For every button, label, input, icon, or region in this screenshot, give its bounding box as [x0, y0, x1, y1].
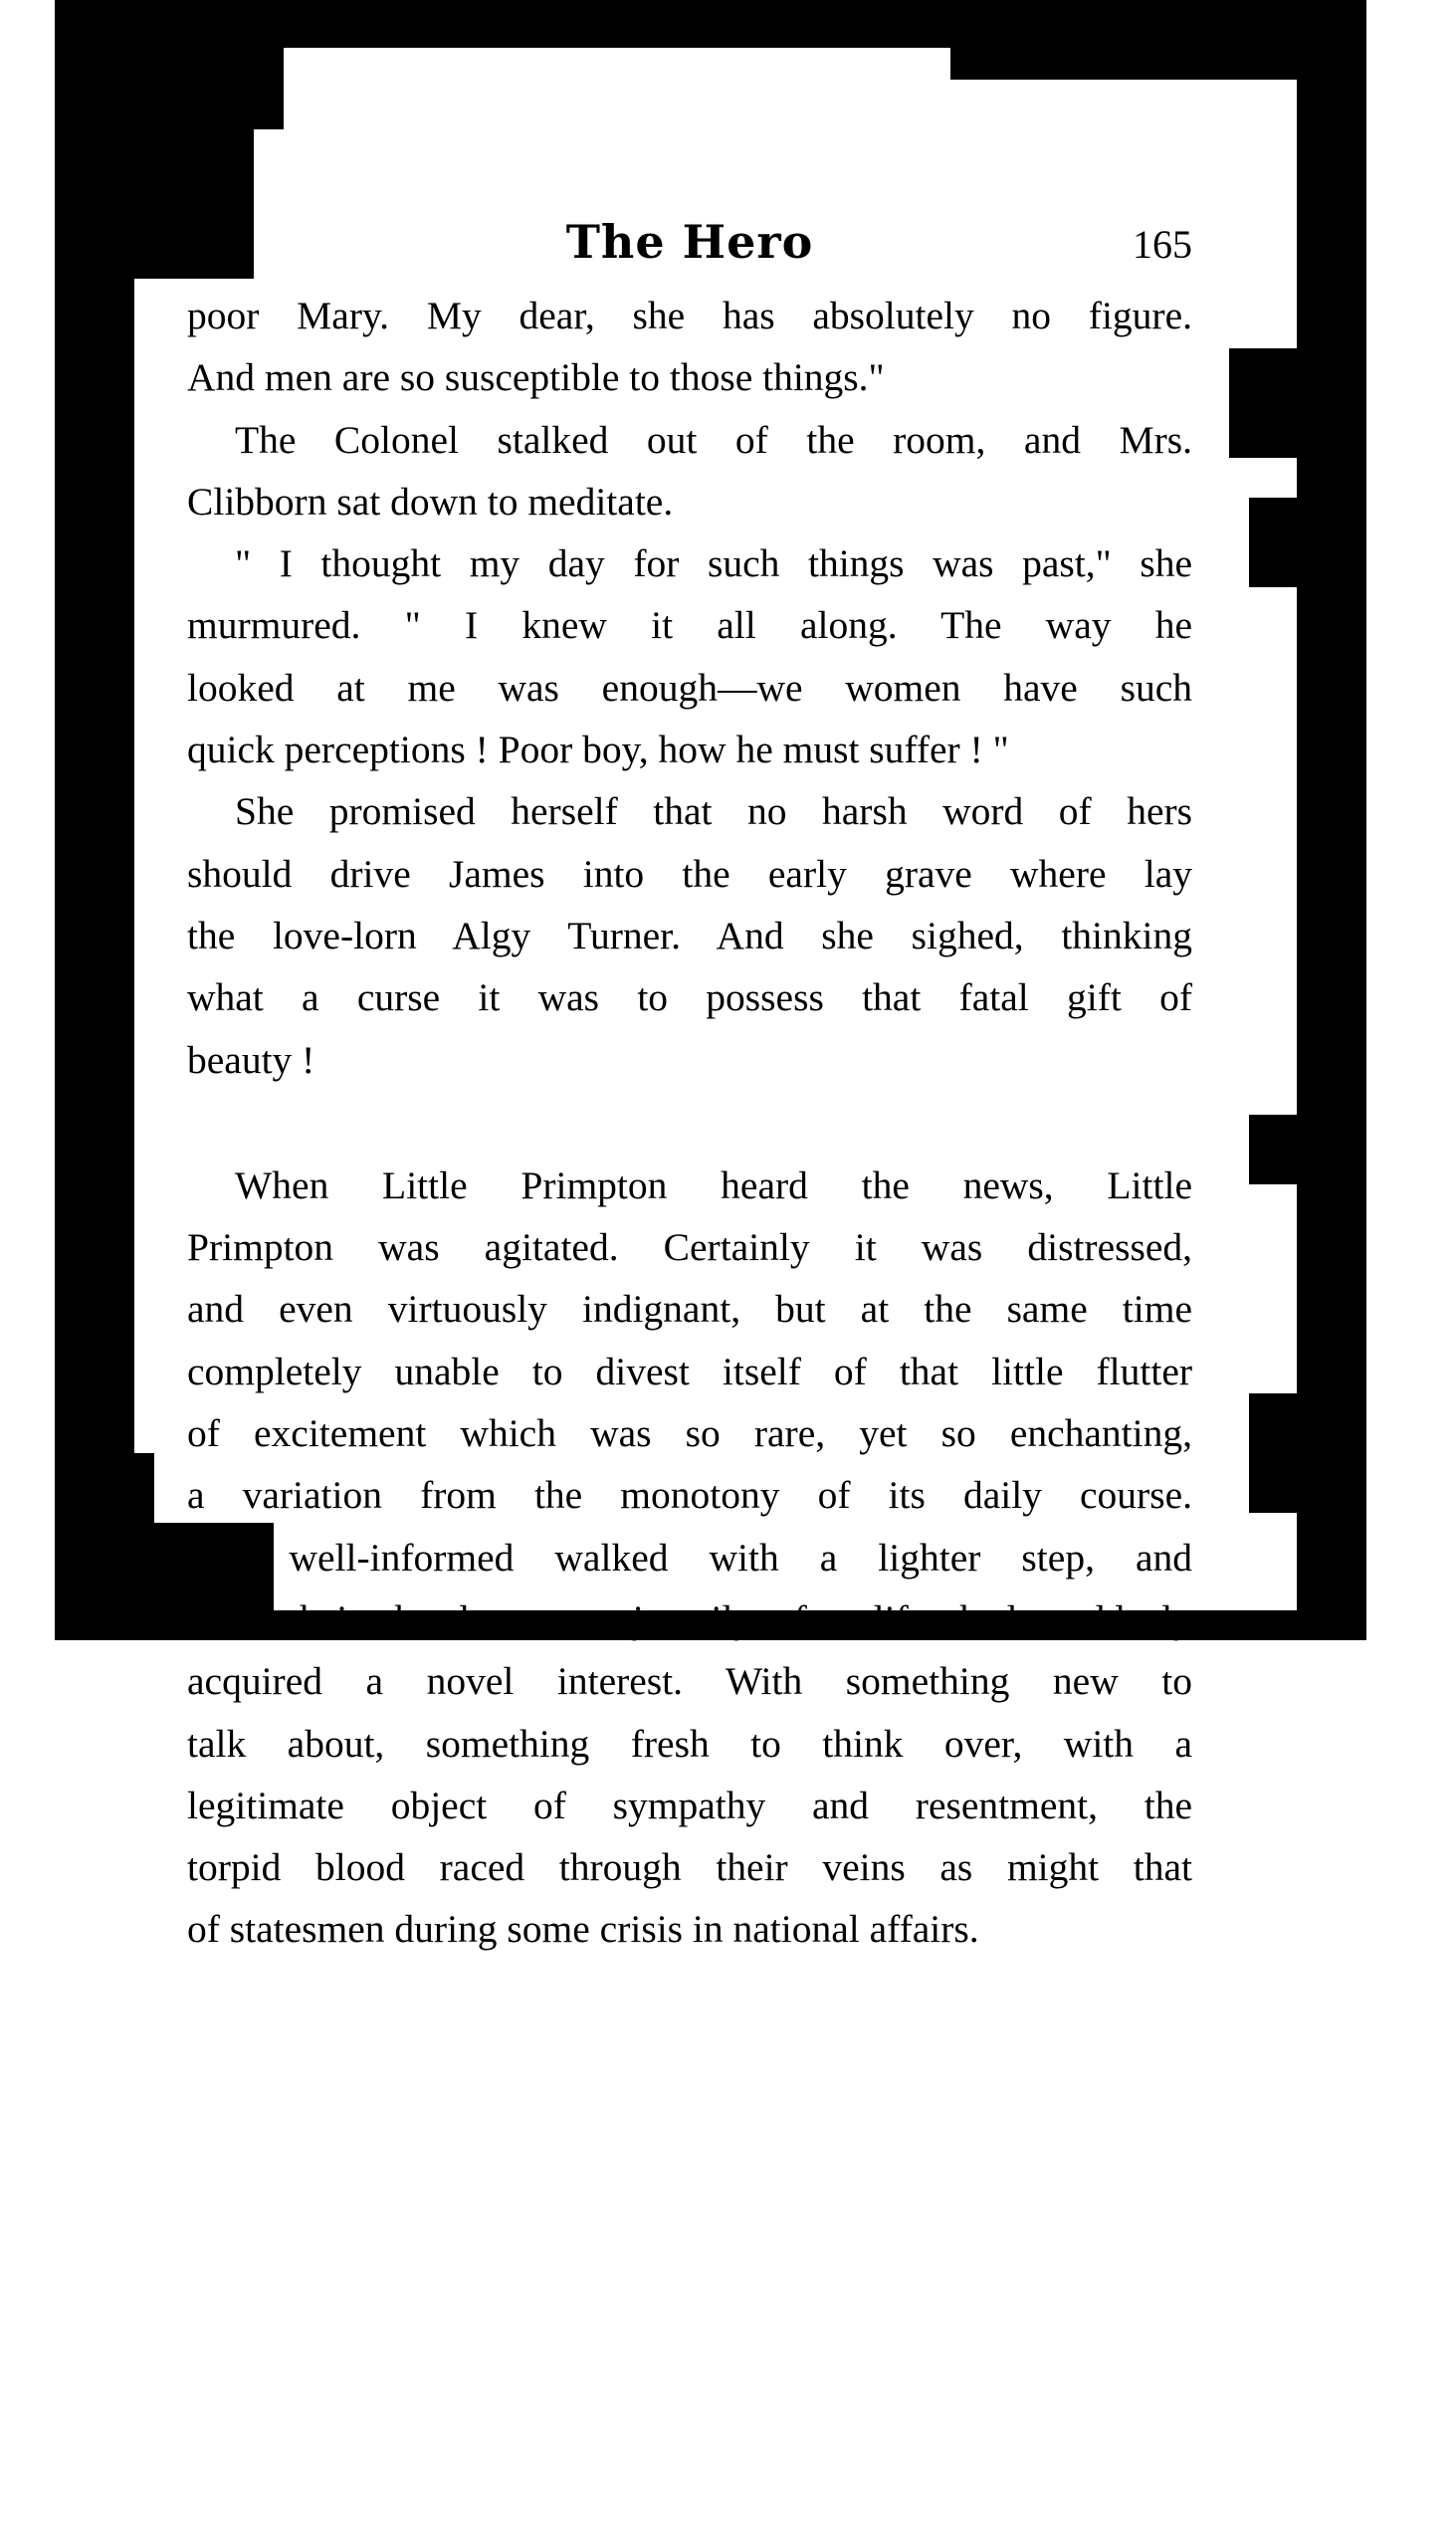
text-line: acquired a novel interest. With something new to: [187, 1659, 1192, 1704]
paragraph: [187, 780, 1192, 1090]
text-line: beauty !: [187, 1037, 315, 1082]
text-line: and even virtuously indignant, but at the same time: [187, 1287, 1192, 1332]
paragraph: [187, 409, 1192, 533]
text-line: quick perceptions ! Poor boy, how he must suffer ! ": [187, 728, 1009, 772]
paragraph: [187, 285, 1192, 409]
text-line: what a curse it was to possess that fatal gift of: [187, 975, 1192, 1020]
text-line: The Colonel stalked out of the room, and Mrs.: [235, 417, 1192, 462]
text-line: Primpton was agitated. Certainly it was distressed,: [187, 1225, 1192, 1270]
text-line: murmured. " I knew it all along. The way he: [187, 603, 1192, 648]
text-line: of statesmen during some crisis in national affairs.: [187, 1907, 979, 1952]
paragraph: [187, 532, 1192, 780]
text-line: torpid blood raced through their veins as might that: [187, 1845, 1192, 1890]
text-line: completely unable to divest itself of that little flutter: [187, 1349, 1192, 1393]
text-line: Clibborn sat down to meditate.: [187, 479, 674, 524]
text-line: poor Mary. My dear, she has absolutely no figure.: [187, 294, 1192, 337]
text-line: a variation from the monotony of its daily course.: [187, 1473, 1192, 1518]
paragraph: [187, 1155, 1192, 1961]
text-line: And men are so susceptible to those things.": [187, 355, 885, 400]
text-line: should drive James into the early grave where lay: [187, 851, 1192, 896]
text-line: talk about, something fresh to think over, with a: [187, 1721, 1192, 1766]
book-page: [187, 209, 1192, 1961]
text-line: When Little Primpton heard the news, Little: [235, 1162, 1192, 1207]
text-line: " I thought my day for such things was past," she: [235, 541, 1192, 586]
text-line: The well-informed walked with a lighter step, and: [187, 1535, 1192, 1580]
page-number: 165: [1133, 222, 1192, 267]
text-line: of excitement which was so rare, yet so enchanting,: [187, 1411, 1192, 1456]
text-line: legitimate object of sympathy and resentment, the: [187, 1783, 1192, 1827]
text-line: She promised herself that no harsh word of hers: [235, 789, 1192, 834]
text-line: the love-lorn Algy Turner. And she sighed, thinking: [187, 913, 1192, 957]
body-text: [187, 285, 1192, 1961]
text-line: held their heads more jauntily, for life had suddenly: [187, 1596, 1192, 1641]
running-head: [187, 209, 1192, 285]
section-break: [187, 1091, 1192, 1155]
text-line: looked at me was enough—we women have such: [187, 665, 1192, 710]
running-title: The Hero: [565, 215, 814, 269]
